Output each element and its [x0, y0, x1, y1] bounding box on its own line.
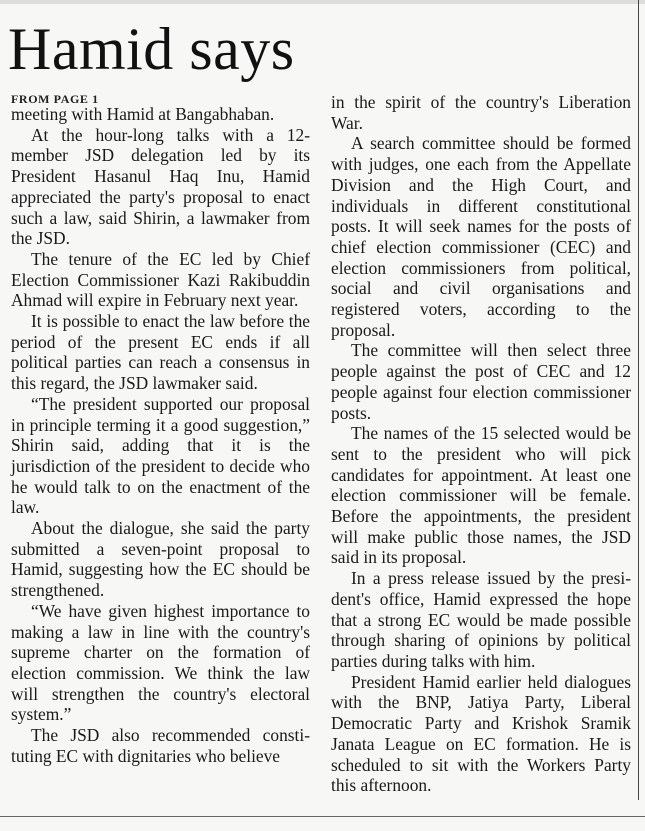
paragraph: It is possible to enact the law before the period of the present EC ends if all political parties can reach a consensus in this regard, the JSD lawmaker said.: [11, 311, 310, 394]
top-rule: [0, 0, 645, 4]
paragraph: At the hour-long talks with a 12-member JSD delegation led by its President Hasanul Haq Inu, Hamid appreciated the party's proposal to enact such a law, said Shirin, a lawmaker from the JSD.: [11, 124, 310, 249]
paragraph: “We have given highest importance to making a law in line with the country's supreme charter on the formation of election commission. We think the law will strengthen the country's electoral system.”: [11, 600, 310, 725]
right-column: [331, 92, 631, 796]
paragraph: The committee will then select three people against the post of CEC and 12 people against four election commissioner posts.: [331, 340, 631, 423]
paragraph: meeting with Hamid at Bangabhaban.: [11, 104, 275, 124]
column-rule: [638, 0, 639, 800]
left-column: [11, 104, 310, 767]
paragraph: in the spirit of the country's Liberation War.: [331, 92, 631, 133]
paragraph: “The president supported our proposal in principle terming it a good suggestion,” Shirin said, adding that it is the jurisdiction of the president to decide who he would talk to on the enactment of the law.: [11, 393, 310, 518]
paragraph: President Hamid earlier held dialogues with the BNP, Jatiya Party, Liberal Democratic Party and Krishok Sramik Janata League on EC formation. He is scheduled to sit with the Workers Party this afternoon.: [331, 671, 631, 796]
paragraph: About the dialogue, she said the party submitted a seven-point proposal to Hamid, suggesting how the EC should be strengthened.: [11, 518, 310, 601]
paragraph: In a press release issued by the president's office, Hamid expressed the hope that a strong EC would be made possible through sharing of opinions by political parties during talks with him.: [331, 568, 631, 671]
paragraph: The JSD also recommended constituting EC with dignitaries who believe: [11, 725, 310, 766]
paragraph: The names of the 15 selected would be sent to the president who will pick candidates for appointment. At least one election commissioner will be female. Before the appointments, the president will make public those names, the JSD said in its proposal.: [331, 423, 631, 568]
paragraph: The tenure of the EC led by Chief Election Commissioner Kazi Rakibuddin Ahmad will expire in February next year.: [11, 248, 310, 311]
jump-label: FROM PAGE 1: [11, 92, 99, 106]
bottom-rule: [0, 816, 645, 817]
headline: Hamid says: [8, 16, 295, 82]
paragraph: A search committee should be formed with judges, one each from the Appellate Division and the High Court, and individuals in different constitutional posts. It will seek names for the posts of chief election commissioner (CEC) and election commissioners from political, social and civil organisations and registered voters, according to the proposal.: [331, 133, 631, 340]
